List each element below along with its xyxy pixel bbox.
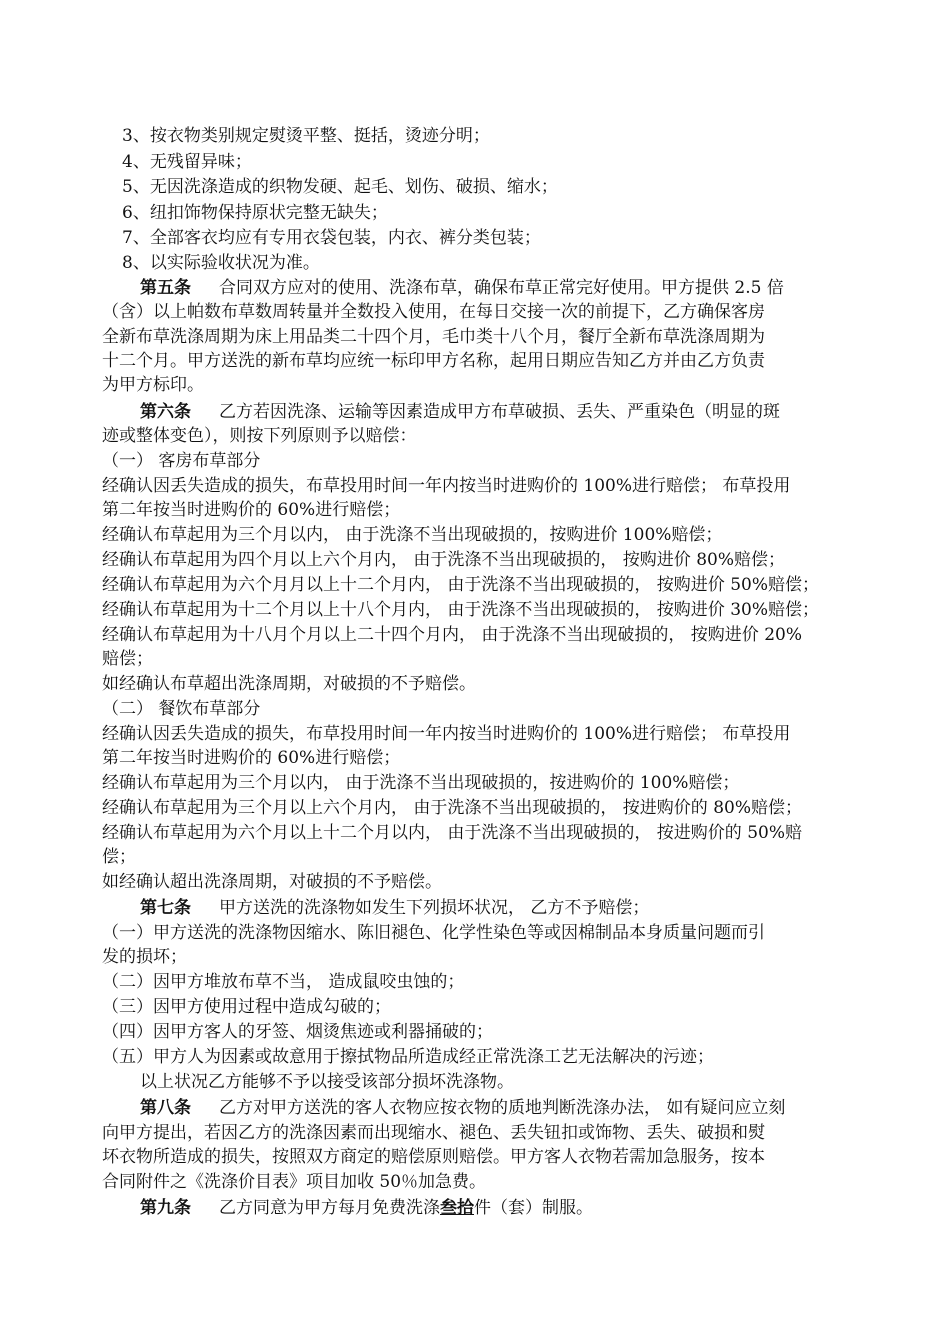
compensation-rule: 第二年按当时进购价的 60%进行赔偿；	[102, 748, 401, 768]
compensation-rule: 经确认布草起用为六个月月以上十二个月内， 由于洗涤不当出现破损的， 按购进价 50%赔偿；	[102, 575, 819, 595]
compensation-rule: 经确认因丢失造成的损失，布草投用时间一年内按当时进购价的 100%进行赔偿； 布草投用	[102, 724, 791, 744]
compensation-rule: 赔偿；	[102, 649, 153, 669]
compensation-rule: 如经确认布草超出洗涤周期，对破损的不予赔偿。	[102, 674, 476, 694]
article-8-line: 向甲方提出，若因乙方的洗涤因素而出现缩水、褪色、丢失钮扣或饰物、丢失、破损和熨	[102, 1123, 765, 1143]
standard-item: 3、按衣物类别规定熨烫平整、挺括，烫迹分明；	[122, 126, 490, 146]
standard-item: 4、无残留异味；	[122, 152, 252, 172]
article-7-line: （一）甲方送洗的洗涤物因缩水、陈旧褪色、化学性染色等或因棉制品本身质量问题而引	[102, 923, 765, 943]
article-7-line: 发的损坏；	[102, 947, 187, 967]
article-8-line: 合同附件之《洗涤价目表》项目加收 50％加急费。	[102, 1172, 487, 1192]
standard-item: 7、全部客衣均应有专用衣袋包装，内衣、裤分类包装；	[122, 228, 541, 248]
article-7-line: （四）因甲方客人的牙签、烟烫焦迹或利器捅破的；	[102, 1022, 493, 1042]
article-8-label: 第八条	[140, 1098, 191, 1118]
compensation-rule: 经确认布草起用为三个月以内， 由于洗涤不当出现破损的，按进购价的 100%赔偿；	[102, 773, 740, 793]
compensation-rule: 如经确认超出洗涤周期，对破损的不予赔偿。	[102, 872, 442, 892]
compensation-rule: 偿；	[102, 847, 136, 867]
compensation-rule: 经确认布草起用为六个月以上十二个月以内， 由于洗涤不当出现破损的， 按进购价的 50%赔	[102, 823, 802, 843]
article-6-label: 第六条	[140, 402, 191, 422]
section-title: （二） 餐饮布草部分	[102, 699, 261, 719]
article-7-line: （五）甲方人为因素或故意用于擦拭物品所造成经正常洗涤工艺无法解决的污迹；	[102, 1047, 714, 1067]
article-7-line: 第七条 甲方送洗的洗涤物如发生下列损坏状况， 乙方不予赔偿；	[140, 898, 650, 918]
article-9-line: 第九条 乙方同意为甲方每月免费洗涤叁拾件（套）制服。	[140, 1198, 593, 1218]
article-5-line: 第五条 合同双方应对的使用、洗涤布草，确保布草正常完好使用。甲方提供 2.5 倍	[140, 278, 784, 298]
compensation-rule: 经确认布草起用为四个月以上六个月内， 由于洗涤不当出现破损的， 按购进价 80%赔偿；	[102, 550, 785, 570]
article-8-line: 坏衣物所造成的损失，按照双方商定的赔偿原则赔偿。甲方客人衣物若需加急服务，按本	[102, 1147, 765, 1167]
article-5-line: 为甲方标印。	[102, 375, 204, 395]
article-7-line: （三）因甲方使用过程中造成勾破的；	[102, 997, 391, 1017]
article-6-line: 迹或整体变色），则按下列原则予以赔偿：	[102, 426, 417, 446]
compensation-rule: 经确认布草起用为十八月个月以上二十四个月内， 由于洗涤不当出现破损的， 按购进价 20%	[102, 625, 802, 645]
article-6-line: 第六条 乙方若因洗涤、运输等因素造成甲方布草破损、丢失、严重染色（明显的斑	[140, 402, 780, 422]
article-9-label: 第九条	[140, 1198, 191, 1218]
standard-item: 8、以实际验收状况为准。	[122, 253, 320, 273]
article-7-label: 第七条	[140, 898, 191, 918]
article-8-line: 第八条 乙方对甲方送洗的客人衣物应按衣物的质地判断洗涤办法， 如有疑问应立刻	[140, 1098, 786, 1118]
compensation-rule: 第二年按当时进购价的 60%进行赔偿；	[102, 500, 401, 520]
standard-item: 6、纽扣饰物保持原状完整无缺失；	[122, 203, 388, 223]
compensation-rule: 经确认布草起用为三个月以内， 由于洗涤不当出现破损的，按购进价 100%赔偿；	[102, 525, 723, 545]
standard-item: 5、无因洗涤造成的织物发硬、起毛、划伤、破损、缩水；	[122, 177, 558, 197]
article-5-label: 第五条	[140, 278, 191, 298]
compensation-rule: 经确认布草起用为十二个月以上十八个月内， 由于洗涤不当出现破损的， 按购进价 30%赔偿；	[102, 600, 819, 620]
section-title: （一） 客房布草部分	[102, 451, 261, 471]
article-5-line: 全新布草洗涤周期为床上用品类二十四个月，毛巾类十八个月，餐厅全新布草洗涤周期为	[102, 327, 765, 347]
article-5-line: （含）以上帕数布草数周转量并全数投入使用，在每日交接一次的前提下，乙方确保客房	[102, 302, 765, 322]
monthly-free-quantity: 叁拾	[440, 1198, 474, 1218]
compensation-rule: 经确认布草起用为三个月以上六个月内， 由于洗涤不当出现破损的， 按进购价的 80%赔偿；	[102, 798, 802, 818]
article-7-line: 以上状况乙方能够不予以接受该部分损坏洗涤物。	[140, 1072, 514, 1092]
article-5-line: 十二个月。甲方送洗的新布草均应统一标印甲方名称，起用日期应告知乙方并由乙方负责	[102, 351, 765, 371]
compensation-rule: 经确认因丢失造成的损失，布草投用时间一年内按当时进购价的 100%进行赔偿； 布草投用	[102, 476, 791, 496]
article-7-line: （二）因甲方堆放布草不当， 造成鼠咬虫蚀的；	[102, 972, 465, 992]
